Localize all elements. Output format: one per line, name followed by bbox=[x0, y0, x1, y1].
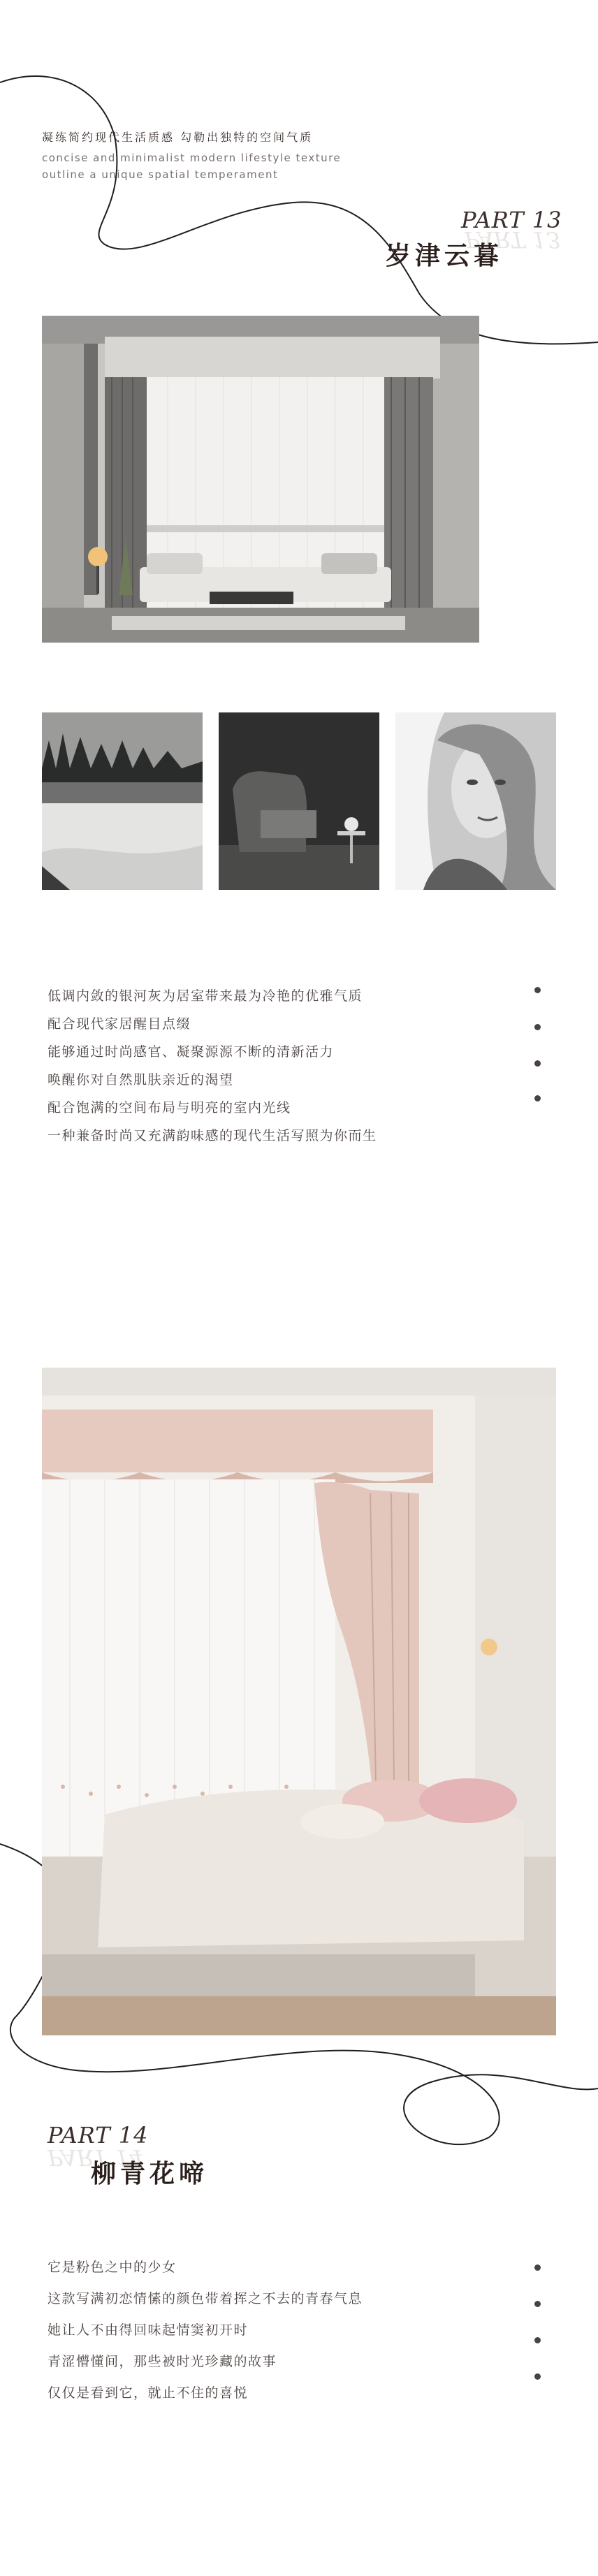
intro-english-line-2: outline a unique spatial temperament bbox=[42, 168, 279, 181]
bullet-dot bbox=[534, 1095, 541, 1102]
bullet-dot bbox=[534, 2373, 541, 2380]
snowy-lake-photo bbox=[42, 712, 203, 890]
portrait-woman-photo bbox=[395, 712, 556, 890]
part13-line-5: 配合饱满的空间布局与明亮的室内光线 bbox=[48, 1100, 291, 1115]
part14-line-1: 它是粉色之中的少女 bbox=[48, 2260, 177, 2275]
part13-number: PART 13 bbox=[461, 207, 562, 233]
intro-english-line-1: concise and minimalist modern lifestyle texture bbox=[42, 152, 342, 164]
part14-line-3: 她让人不由得回味起情窦初开时 bbox=[48, 2322, 249, 2338]
lounge-chair-photo bbox=[219, 712, 379, 890]
part14-number: PART 14 bbox=[48, 2122, 149, 2149]
part13-line-2: 配合现代家居醒目点缀 bbox=[48, 1016, 191, 1032]
part14-description bbox=[48, 2252, 363, 2409]
part14-line-5: 仅仅是看到它，就止不住的喜悦 bbox=[48, 2385, 249, 2401]
part14-pink-bedroom-photo bbox=[42, 1368, 556, 2035]
bullet-dot bbox=[534, 2337, 541, 2343]
part13-living-room-photo bbox=[42, 316, 479, 643]
bullet-dot bbox=[534, 1060, 541, 1067]
part13-description bbox=[48, 982, 377, 1150]
bullet-dot bbox=[534, 2301, 541, 2307]
part13-line-6: 一种兼备时尚又充满韵味感的现代生活写照为你而生 bbox=[48, 1128, 377, 1143]
intro-english-tagline bbox=[42, 149, 391, 183]
intro-chinese-tagline: 凝练简约现代生活质感 勾勒出独特的空间气质 bbox=[42, 131, 314, 144]
part13-line-4: 唤醒你对自然肌肤亲近的渴望 bbox=[48, 1072, 234, 1088]
part13-title: 岁津云暮 bbox=[386, 242, 504, 270]
part14-number-reflection: PART 14 bbox=[48, 2144, 144, 2171]
bullet-dot bbox=[534, 2264, 541, 2271]
part14-line-4: 青涩懵懂间，那些被时光珍藏的故事 bbox=[48, 2354, 277, 2369]
part14-title: 柳青花啼 bbox=[91, 2160, 209, 2188]
bullet-dot bbox=[534, 1024, 541, 1030]
part14-line-2: 这款写满初恋情愫的颜色带着挥之不去的青春气息 bbox=[48, 2291, 363, 2306]
part13-number-reflection: PART 13 bbox=[465, 226, 561, 253]
part13-line-1: 低调内敛的银河灰为居室带来最为冷艳的优雅气质 bbox=[48, 988, 363, 1004]
bullet-dot bbox=[534, 987, 541, 993]
part13-line-3: 能够通过时尚感官、凝聚源源不断的清新活力 bbox=[48, 1044, 335, 1060]
